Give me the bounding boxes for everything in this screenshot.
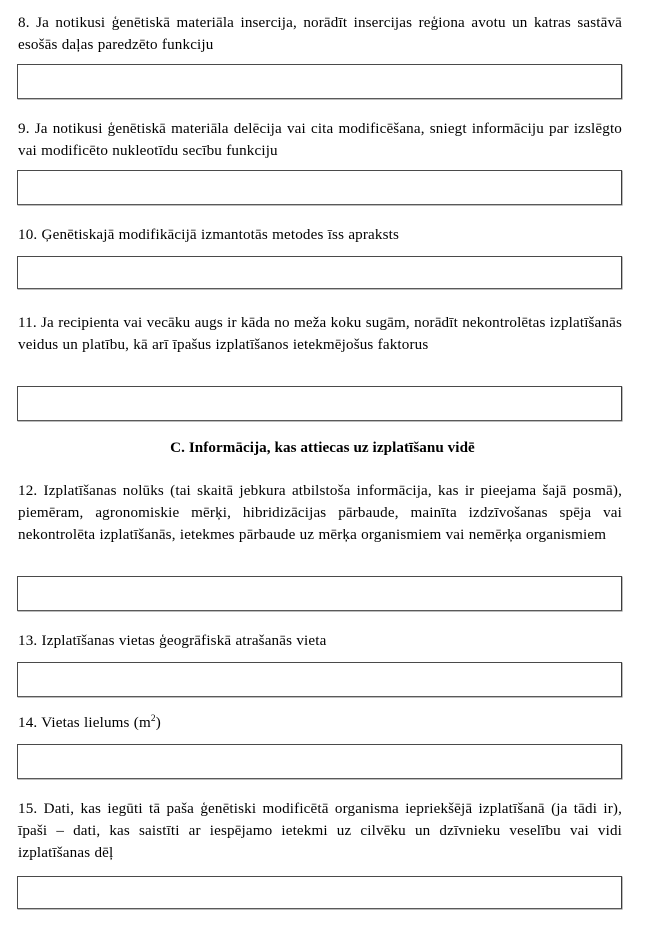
question-text-8: 8. Ja notikusi ģenētiskā materiāla insercija, norādīt insercijas reģiona avotu un katras sastāvā esošās daļas paredzēto funkciju	[18, 15, 622, 53]
answer-box-15[interactable]	[17, 876, 622, 909]
answer-box-10[interactable]	[17, 256, 622, 289]
answer-box-13[interactable]	[17, 662, 622, 697]
question-text-9: 9. Ja notikusi ģenētiskā materiāla delēcija vai cita modificēšana, sniegt informāciju par izslēgto vai modificēto nukleotīdu secību funkciju	[18, 121, 622, 159]
question-text-10: 10. Ģenētiskajā modifikācijā izmantotās metodes īss apraksts	[18, 227, 399, 243]
answer-box-14[interactable]	[17, 744, 622, 779]
question-text-13: 13. Izplatīšanas vietas ģeogrāfiskā atrašanās vieta	[18, 633, 327, 649]
question-text-14	[18, 712, 622, 734]
question-text-15: 15. Dati, kas iegūti tā paša ģenētiski modificētā organisma iepriekšējā izplatīšanā (ja tādi ir), īpaši – dati, kas saistīti ar iespējamo ietekmi uz cilvēku un dzīvnieku veselību vai vidi izplatīšanas dēļ	[18, 801, 622, 861]
section-heading-c: C. Informācija, kas attiecas uz izplatīšanu vidē	[170, 440, 475, 456]
answer-box-9[interactable]	[17, 170, 622, 205]
question-text-14-after-sup: )	[155, 715, 161, 731]
superscript-square: 2	[150, 713, 156, 724]
answer-box-8[interactable]	[17, 64, 622, 99]
question-text-12: 12. Izplatīšanas nolūks (tai skaitā jebkura atbilstoša informācija, kas ir pieejama šajā posmā), piemēram, agronomiskie mērķi, hibridizācijas pārbaude, mainīta izdzīvošanas spēja vai nekontrolēta izplatīšanās, ietekmes pārbaude uz mērķa organismiem vai nemērķa organismiem	[18, 483, 622, 543]
answer-box-11[interactable]	[17, 386, 622, 421]
question-text-14-before-sup: 14. Vietas lielums (m	[18, 715, 151, 731]
answer-box-12[interactable]	[17, 576, 622, 611]
question-text-11: 11. Ja recipienta vai vecāku augs ir kāda no meža koku sugām, norādīt nekontrolētas izplatīšanās veidus un platību, kā arī īpašus izplatīšanos ietekmējošus faktorus	[18, 315, 622, 353]
